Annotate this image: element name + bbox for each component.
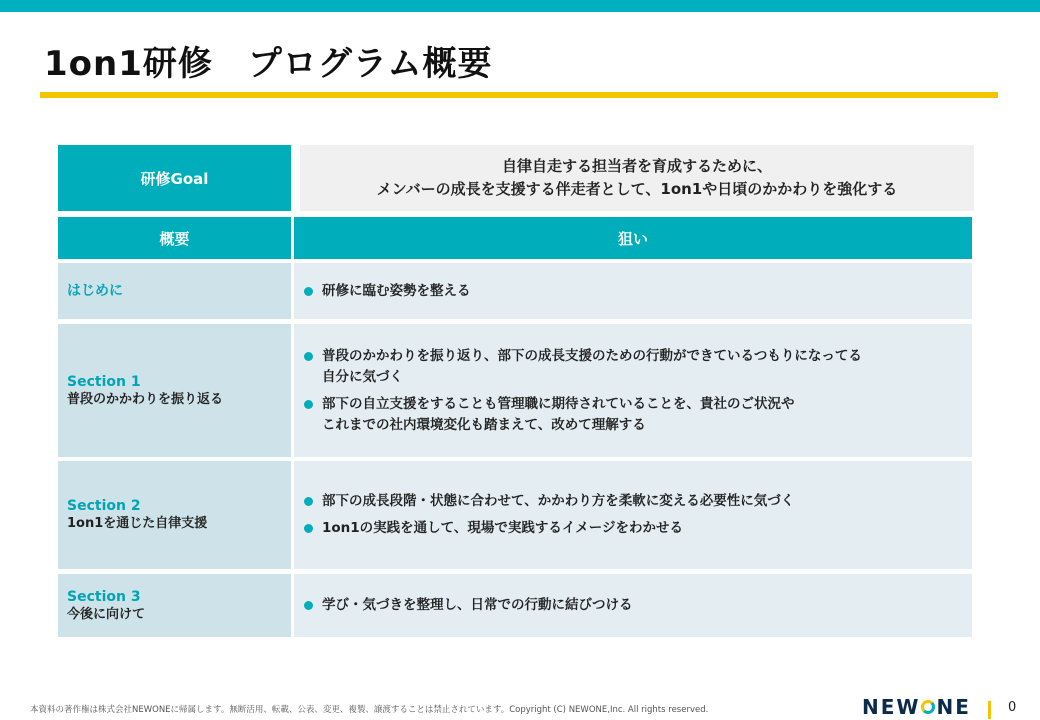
row-section2-title-cell <box>58 461 291 569</box>
row-intro-title-cell <box>58 263 291 319</box>
bullet-text: 1on1の実践を通して、現場で実践するイメージをわかせる <box>322 520 683 536</box>
row-subtitle: 1on1を通じた自律支援 <box>67 516 208 531</box>
row-title: Section 3 <box>67 588 141 605</box>
copyright-notice: 本資料の著作権は株式会社NEWONEに帰属します。無断活用、転載、公表、変更、複製、譲渡することは禁止されています。Copyright (C) NEWONE,Inc. All rights reserved. <box>30 705 709 715</box>
bullet-text: 普段のかかわりを振り返り、部下の成長支援のための行動ができているつもりになってる <box>322 347 862 364</box>
bullet-dot-icon <box>304 601 313 610</box>
table-header-aim: 狙い <box>294 217 972 259</box>
row-subtitle: 普段のかかわりを振り返る <box>67 391 224 407</box>
bullet-dot-icon <box>304 497 313 506</box>
goal-line-2: メンバーの成長を支援する伴走者として、1on1や日頃のかかわりを強化する <box>376 180 898 198</box>
row-section1-aims-cell <box>294 324 972 457</box>
bullet-text: これまでの社内環境変化も踏まえて、改めて理解する <box>322 416 646 433</box>
list-item <box>304 518 972 539</box>
goal-label: 研修Goal <box>58 145 291 211</box>
newone-logo <box>862 695 971 719</box>
goal-text <box>300 145 974 211</box>
bullet-dot-icon <box>304 400 313 409</box>
bullet-text: 学び・気づきを整理し、日常での行動に結びつける <box>322 597 633 613</box>
brand-text-left: NEW <box>862 695 921 719</box>
row-section3-title-cell <box>58 574 291 637</box>
row-intro-aims-cell <box>294 263 972 319</box>
row-section1-title-cell <box>58 324 291 457</box>
page-title: 1on1研修 プログラム概要 <box>44 44 493 84</box>
row-section2-aims-cell <box>294 461 972 569</box>
list-item <box>304 281 972 302</box>
row-title: はじめに <box>67 283 123 299</box>
list-item <box>304 346 972 388</box>
bullet-text: 部下の自立支援をすることも管理職に期待されていることを、貴社のご状況や <box>322 395 795 412</box>
bullet-text: 自分に気づく <box>322 368 403 385</box>
top-accent-bar <box>0 0 1040 12</box>
row-subtitle: 今後に向けて <box>67 606 146 622</box>
list-item <box>304 394 972 436</box>
table-header-overview: 概要 <box>58 217 291 259</box>
list-item <box>304 595 972 616</box>
bullet-text: 研修に臨む姿勢を整える <box>322 282 471 299</box>
brand-o-icon <box>921 700 935 714</box>
title-underline <box>40 92 998 98</box>
row-title: Section 2 <box>67 498 141 514</box>
bullet-dot-icon <box>304 524 313 533</box>
bullet-dot-icon <box>304 287 313 296</box>
brand-text-right: NE <box>936 695 971 719</box>
footer-divider <box>988 701 991 719</box>
bullet-dot-icon <box>304 352 313 361</box>
bullet-text: 部下の成長段階・状態に合わせて、かかわり方を柔軟に変える必要性に気づく <box>322 493 795 509</box>
page-number: 0 <box>1008 700 1017 715</box>
row-section3-aims-cell <box>294 574 972 637</box>
list-item <box>304 491 972 512</box>
goal-line-1: 自律自走する担当者を育成するために、 <box>501 157 772 175</box>
row-title: Section 1 <box>67 373 141 390</box>
